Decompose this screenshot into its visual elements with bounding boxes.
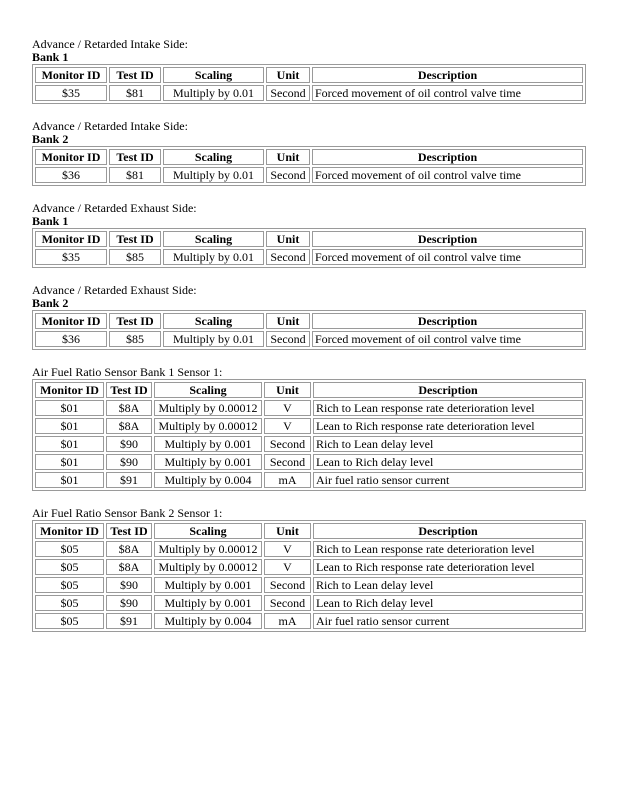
cell-test-id: $90 [106,454,152,470]
cell-scaling: Multiply by 0.001 [154,436,262,452]
section-caption: Advance / Retarded Exhaust Side: [32,283,197,297]
monitor-section [32,507,586,632]
section-caption: Air Fuel Ratio Sensor Bank 1 Sensor 1: [32,365,223,379]
table-row [35,472,583,488]
cell-test-id: $8A [106,541,152,557]
monitor-section [32,284,586,350]
cell-unit: Second [264,595,311,611]
header-description: Description [312,231,583,247]
cell-description: Lean to Rich response rate deterioration level [313,418,583,434]
table-row [35,454,583,470]
header-description: Description [312,67,583,83]
cell-scaling: Multiply by 0.00012 [154,418,262,434]
cell-scaling: Multiply by 0.00012 [154,400,262,416]
header-unit: Unit [266,313,310,329]
table-row [35,559,583,575]
header-unit: Unit [266,67,310,83]
bank-label: Bank 2 [32,132,69,146]
monitor-table [32,228,586,268]
cell-description: Lean to Rich response rate deterioration level [313,559,583,575]
cell-test-id: $85 [109,331,161,347]
cell-description: Air fuel ratio sensor current [313,613,583,629]
cell-scaling: Multiply by 0.01 [163,331,264,347]
cell-description: Air fuel ratio sensor current [313,472,583,488]
cell-description: Forced movement of oil control valve time [312,85,583,101]
header-scaling: Scaling [154,382,262,398]
cell-test-id: $90 [106,577,152,593]
table-row [35,418,583,434]
cell-monitor-id: $01 [35,454,104,470]
cell-unit: Second [264,454,311,470]
cell-unit: Second [266,249,310,265]
table-row [35,400,583,416]
section-caption: Air Fuel Ratio Sensor Bank 2 Sensor 1: [32,506,223,520]
cell-description: Lean to Rich delay level [313,454,583,470]
bank-label: Bank 1 [32,50,69,64]
cell-test-id: $8A [106,418,152,434]
table-header-row [35,523,583,539]
header-unit: Unit [264,382,311,398]
header-description: Description [313,382,583,398]
header-monitor-id: Monitor ID [35,523,104,539]
cell-description: Rich to Lean delay level [313,577,583,593]
monitor-table [32,64,586,104]
section-caption: Advance / Retarded Intake Side: [32,119,188,133]
table-header-row [35,231,583,247]
header-test-id: Test ID [109,67,161,83]
cell-test-id: $91 [106,613,152,629]
cell-scaling: Multiply by 0.00012 [154,559,262,575]
monitor-section [32,120,586,186]
table-row [35,331,583,347]
header-monitor-id: Monitor ID [35,313,107,329]
cell-unit: Second [266,331,310,347]
cell-description: Forced movement of oil control valve time [312,249,583,265]
header-unit: Unit [266,149,310,165]
header-scaling: Scaling [163,149,264,165]
cell-monitor-id: $01 [35,418,104,434]
cell-description: Rich to Lean response rate deterioration level [313,541,583,557]
table-header-row [35,67,583,83]
table-header-row [35,382,583,398]
table-header-row [35,149,583,165]
monitor-section [32,366,586,491]
cell-test-id: $81 [109,167,161,183]
cell-unit: V [264,559,311,575]
header-test-id: Test ID [109,231,161,247]
cell-monitor-id: $05 [35,577,104,593]
monitor-section [32,38,586,104]
cell-test-id: $90 [106,436,152,452]
header-scaling: Scaling [163,313,264,329]
cell-test-id: $91 [106,472,152,488]
cell-monitor-id: $35 [35,249,107,265]
table-row [35,436,583,452]
header-scaling: Scaling [154,523,262,539]
header-monitor-id: Monitor ID [35,67,107,83]
table-header-row [35,313,583,329]
header-test-id: Test ID [106,382,152,398]
header-test-id: Test ID [106,523,152,539]
cell-monitor-id: $01 [35,472,104,488]
cell-monitor-id: $05 [35,613,104,629]
monitor-table [32,520,586,632]
section-caption: Advance / Retarded Exhaust Side: [32,201,197,215]
cell-unit: Second [266,85,310,101]
cell-monitor-id: $36 [35,331,107,347]
cell-monitor-id: $05 [35,541,104,557]
cell-test-id: $8A [106,400,152,416]
cell-scaling: Multiply by 0.01 [163,249,264,265]
cell-scaling: Multiply by 0.001 [154,595,262,611]
monitor-section [32,202,586,268]
cell-unit: Second [264,577,311,593]
cell-scaling: Multiply by 0.00012 [154,541,262,557]
cell-unit: V [264,418,311,434]
header-monitor-id: Monitor ID [35,149,107,165]
bank-label: Bank 2 [32,296,69,310]
cell-test-id: $81 [109,85,161,101]
table-row [35,85,583,101]
cell-description: Forced movement of oil control valve time [312,331,583,347]
header-monitor-id: Monitor ID [35,231,107,247]
cell-description: Forced movement of oil control valve time [312,167,583,183]
header-description: Description [312,149,583,165]
header-test-id: Test ID [109,149,161,165]
table-row [35,595,583,611]
section-caption: Advance / Retarded Intake Side: [32,37,188,51]
cell-unit: mA [264,472,311,488]
cell-scaling: Multiply by 0.001 [154,577,262,593]
cell-test-id: $8A [106,559,152,575]
table-row [35,541,583,557]
cell-scaling: Multiply by 0.001 [154,454,262,470]
cell-monitor-id: $01 [35,436,104,452]
table-row [35,577,583,593]
cell-description: Lean to Rich delay level [313,595,583,611]
cell-description: Rich to Lean delay level [313,436,583,452]
cell-monitor-id: $35 [35,85,107,101]
cell-scaling: Multiply by 0.01 [163,167,264,183]
header-description: Description [313,523,583,539]
header-unit: Unit [264,523,311,539]
cell-monitor-id: $05 [35,559,104,575]
cell-test-id: $90 [106,595,152,611]
cell-unit: Second [266,167,310,183]
header-test-id: Test ID [109,313,161,329]
cell-description: Rich to Lean response rate deterioration level [313,400,583,416]
cell-test-id: $85 [109,249,161,265]
cell-monitor-id: $36 [35,167,107,183]
bank-label: Bank 1 [32,214,69,228]
cell-unit: Second [264,436,311,452]
monitor-table [32,146,586,186]
cell-unit: V [264,541,311,557]
cell-scaling: Multiply by 0.01 [163,85,264,101]
header-description: Description [312,313,583,329]
header-unit: Unit [266,231,310,247]
cell-unit: V [264,400,311,416]
cell-monitor-id: $05 [35,595,104,611]
monitor-table [32,379,586,491]
table-row [35,167,583,183]
cell-scaling: Multiply by 0.004 [154,472,262,488]
header-monitor-id: Monitor ID [35,382,104,398]
cell-scaling: Multiply by 0.004 [154,613,262,629]
table-row [35,613,583,629]
cell-monitor-id: $01 [35,400,104,416]
table-row [35,249,583,265]
cell-unit: mA [264,613,311,629]
header-scaling: Scaling [163,231,264,247]
monitor-table [32,310,586,350]
header-scaling: Scaling [163,67,264,83]
